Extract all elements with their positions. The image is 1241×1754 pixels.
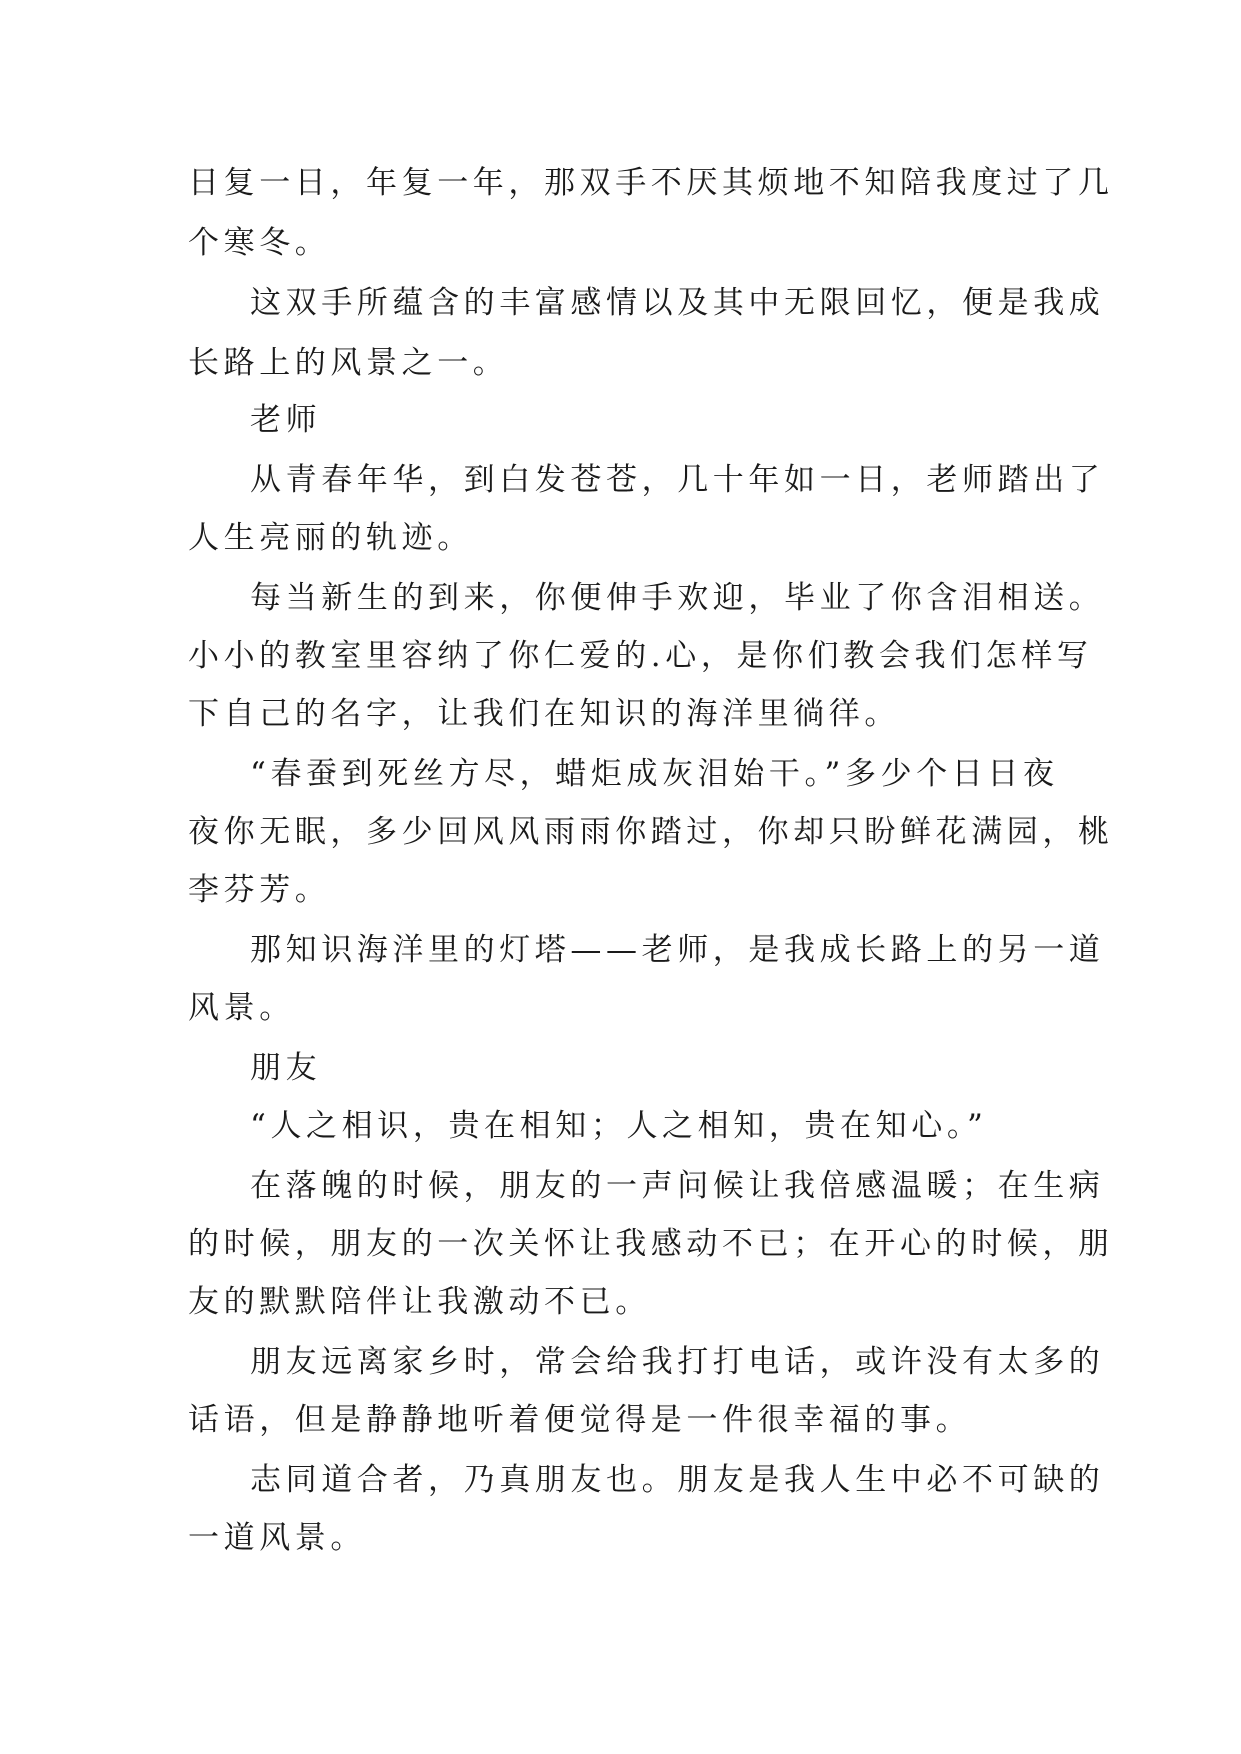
- text-line: 友的默默陪伴让我激动不已。: [188, 1284, 651, 1320]
- paragraph-start: 志同道合者，乃真朋友也。朋友是我人生中必不可缺的: [250, 1462, 1105, 1498]
- paragraph-start: 朋友远离家乡时，常会给我打打电话，或许没有太多的: [250, 1344, 1105, 1380]
- paragraph-start: 那知识海洋里的灯塔——老师，是我成长路上的另一道: [250, 932, 1105, 968]
- text-line: 夜你无眠，多少回风风雨雨你踏过，你却只盼鲜花满园，桃: [188, 814, 1114, 850]
- text-line: 的时候，朋友的一次关怀让我感动不已；在开心的时候，朋: [188, 1226, 1114, 1262]
- section-heading-teacher: 老师: [250, 402, 322, 438]
- text-line: 李芬芳。: [188, 872, 331, 908]
- text-line: 话语，但是静静地听着便觉得是一件很幸福的事。: [188, 1402, 972, 1438]
- paragraph-start: 从青春年华，到白发苍苍，几十年如一日，老师踏出了: [250, 462, 1105, 498]
- text-line: 人生亮丽的轨迹。: [188, 520, 473, 556]
- section-heading-friend: 朋友: [250, 1050, 322, 1086]
- paragraph-start: “春蚕到死丝方尽，蜡炬成灰泪始干。”多少个日日夜: [250, 756, 1059, 792]
- text-line: 长路上的风景之一。: [188, 345, 509, 381]
- text-line: 下自己的名字，让我们在知识的海洋里徜徉。: [188, 696, 900, 732]
- paragraph-start: “人之相识，贵在相知；人之相知，贵在知心。”: [250, 1108, 988, 1144]
- text-line: 日复一日，年复一年，那双手不厌其烦地不知陪我度过了几: [188, 165, 1114, 201]
- paragraph-start: 在落魄的时候，朋友的一声问候让我倍感温暖；在生病: [250, 1168, 1105, 1204]
- text-line: 一道风景。: [188, 1520, 366, 1556]
- text-line: 小小的教室里容纳了你仁爱的.心，是你们教会我们怎样写: [188, 638, 1093, 674]
- text-line: 风景。: [188, 990, 295, 1026]
- paragraph-start: 这双手所蕴含的丰富感情以及其中无限回忆，便是我成: [250, 285, 1105, 321]
- text-line: 个寒冬。: [188, 225, 331, 261]
- paragraph-start: 每当新生的到来，你便伸手欢迎，毕业了你含泪相送。: [250, 580, 1105, 616]
